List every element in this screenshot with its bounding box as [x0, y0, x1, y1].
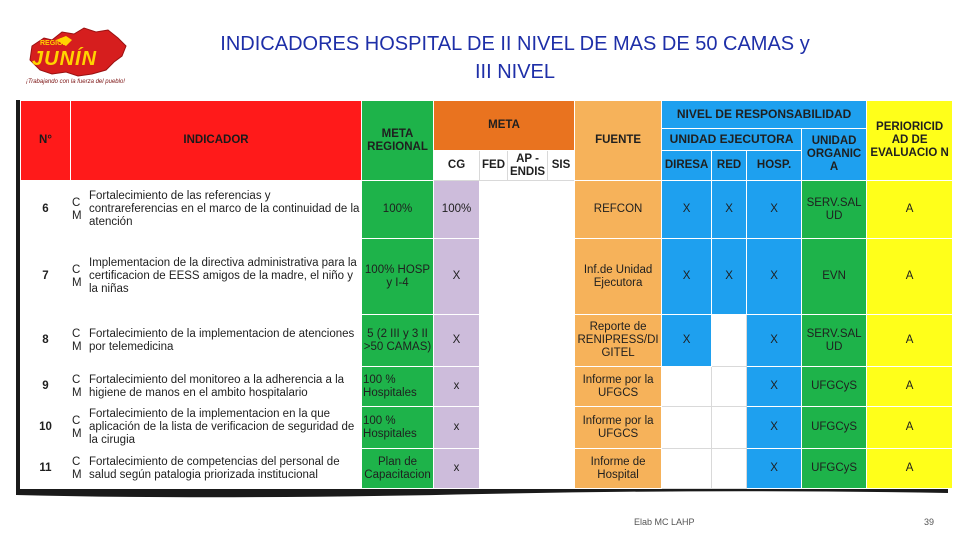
row-diresa: X: [662, 181, 712, 239]
row-meta-regional: 100 % Hospitales: [362, 367, 434, 407]
row-cm: C M: [71, 367, 87, 407]
row-indicador: Fortalecimiento de la implementacion de atenciones por telemedicina: [87, 315, 362, 367]
row-indicador: Fortalecimiento de competencias del personal de salud según patalogia priorizada institucional: [87, 449, 362, 489]
row-cm: C M: [71, 315, 87, 367]
row-periodicidad: A: [867, 449, 953, 489]
row-periodicidad: A: [867, 407, 953, 449]
row-hosp: X: [747, 239, 802, 315]
row-diresa: [662, 407, 712, 449]
row-fed: [480, 315, 508, 367]
header-fed: FED: [480, 151, 508, 181]
row-unidad-organica: UFGCyS: [802, 449, 867, 489]
row-fed: [480, 367, 508, 407]
row-diresa: [662, 449, 712, 489]
row-number: 6: [21, 181, 71, 239]
row-unidad-organica: EVN: [802, 239, 867, 315]
row-red: [712, 367, 747, 407]
row-unidad-organica: UFGCyS: [802, 407, 867, 449]
row-ap: [508, 315, 548, 367]
row-number: 11: [21, 449, 71, 489]
row-ap: [508, 181, 548, 239]
row-indicador: Fortalecimiento del monitoreo a la adherencia a la higiene de manos en el ambito hospitalario: [87, 367, 362, 407]
header-fuente: FUENTE: [575, 101, 662, 181]
header-unidad-ejecutora: UNIDAD EJECUTORA: [662, 129, 802, 151]
row-periodicidad: A: [867, 239, 953, 315]
logo-top-text: REGIÓN: [40, 40, 68, 47]
header-indicador: INDICADOR: [71, 101, 362, 181]
row-number: 8: [21, 315, 71, 367]
row-cm: C M: [71, 181, 87, 239]
row-ap: [508, 239, 548, 315]
row-hosp: X: [747, 449, 802, 489]
row-unidad-organica: SERV.SAL UD: [802, 181, 867, 239]
row-periodicidad: A: [867, 367, 953, 407]
row-fuente: Informe por la UFGCS: [575, 367, 662, 407]
logo-tagline: ¡Trabajando con la fuerza del pueblo!: [26, 79, 125, 85]
row-cm: C M: [71, 239, 87, 315]
page-title: [140, 30, 890, 86]
header-cg: CG: [434, 151, 480, 181]
header-sis: SIS: [548, 151, 575, 181]
row-cg: x: [434, 449, 480, 489]
row-cm: C M: [71, 449, 87, 489]
row-red: X: [712, 239, 747, 315]
row-red: [712, 315, 747, 367]
row-hosp: X: [747, 407, 802, 449]
row-ap: [508, 407, 548, 449]
row-number: 9: [21, 367, 71, 407]
table-row: [21, 367, 953, 407]
row-cg: 100%: [434, 181, 480, 239]
row-fed: [480, 407, 508, 449]
row-cg: X: [434, 239, 480, 315]
row-periodicidad: A: [867, 181, 953, 239]
row-cg: X: [434, 315, 480, 367]
row-hosp: X: [747, 181, 802, 239]
row-meta-regional: 5 (2 III y 3 II >50 CAMAS): [362, 315, 434, 367]
header-ap-endis: AP - ENDIS: [508, 151, 548, 181]
row-sis: [548, 181, 575, 239]
row-diresa: X: [662, 239, 712, 315]
row-fuente: Inf.de Unidad Ejecutora: [575, 239, 662, 315]
row-sis: [548, 315, 575, 367]
row-unidad-organica: UFGCyS: [802, 367, 867, 407]
table-row: [21, 181, 953, 239]
row-fuente: Informe por la UFGCS: [575, 407, 662, 449]
row-sis: [548, 367, 575, 407]
row-fed: [480, 449, 508, 489]
table-row: [21, 449, 953, 489]
row-cg: x: [434, 367, 480, 407]
row-hosp: X: [747, 315, 802, 367]
row-meta-regional: 100%: [362, 181, 434, 239]
indicators-table: [20, 100, 953, 489]
table-row: [21, 315, 953, 367]
decorative-stripe: [16, 489, 948, 501]
header-n: N°: [21, 101, 71, 181]
row-number: 7: [21, 239, 71, 315]
row-number: 10: [21, 407, 71, 449]
row-cm: C M: [71, 407, 87, 449]
indicators-table-container: [16, 100, 952, 489]
row-fuente: Reporte de RENIPRESS/DI GITEL: [575, 315, 662, 367]
header-unidad-organica: UNIDAD ORGANIC A: [802, 129, 867, 181]
row-indicador: Fortalecimiento de las referencias y contrareferencias en el marco de la continuidad de la atención: [87, 181, 362, 239]
header-meta-regional: META REGIONAL: [362, 101, 434, 181]
row-diresa: [662, 367, 712, 407]
header-meta: META: [434, 101, 575, 151]
row-hosp: X: [747, 367, 802, 407]
row-red: [712, 407, 747, 449]
row-sis: [548, 239, 575, 315]
header-red: RED: [712, 151, 747, 181]
row-ap: [508, 367, 548, 407]
header-hosp: HOSP.: [747, 151, 802, 181]
row-meta-regional: 100% HOSP y I-4: [362, 239, 434, 315]
row-meta-regional: 100 % Hospitales: [362, 407, 434, 449]
row-fuente: Informe de Hospital: [575, 449, 662, 489]
row-periodicidad: A: [867, 315, 953, 367]
row-cg: x: [434, 407, 480, 449]
footer-author: Elab MC LAHP: [634, 517, 695, 527]
header-row-1: [21, 101, 953, 129]
row-fuente: REFCON: [575, 181, 662, 239]
header-nivel-responsabilidad: NIVEL DE RESPONSABILIDAD: [662, 101, 867, 129]
row-red: [712, 449, 747, 489]
row-indicador: Fortalecimiento de la implementacion en la que aplicación de la lista de verificacion de seguridad de la cirugia: [87, 407, 362, 449]
title-line-1: INDICADORES HOSPITAL DE II NIVEL DE MAS DE 50 CAMAS y: [220, 33, 810, 55]
row-unidad-organica: SERV.SAL UD: [802, 315, 867, 367]
table-row: [21, 407, 953, 449]
table-row: [21, 239, 953, 315]
row-meta-regional: Plan de Capacitacion: [362, 449, 434, 489]
logo-name: JUNÍN: [32, 48, 98, 70]
page-number: 39: [924, 517, 935, 527]
row-ap: [508, 449, 548, 489]
row-red: X: [712, 181, 747, 239]
row-sis: [548, 449, 575, 489]
row-indicador: Implementacion de la directiva administrativa para la certificacion de EESS amigos de la madre, el niño y la niñas: [87, 239, 362, 315]
row-diresa: X: [662, 315, 712, 367]
header-diresa: DIRESA: [662, 151, 712, 181]
row-fed: [480, 181, 508, 239]
header-periodicidad: PERIORICID AD DE EVALUACIO N: [867, 101, 953, 181]
row-sis: [548, 407, 575, 449]
row-fed: [480, 239, 508, 315]
title-line-2: III NIVEL: [474, 61, 556, 83]
region-junin-logo: [22, 26, 130, 92]
